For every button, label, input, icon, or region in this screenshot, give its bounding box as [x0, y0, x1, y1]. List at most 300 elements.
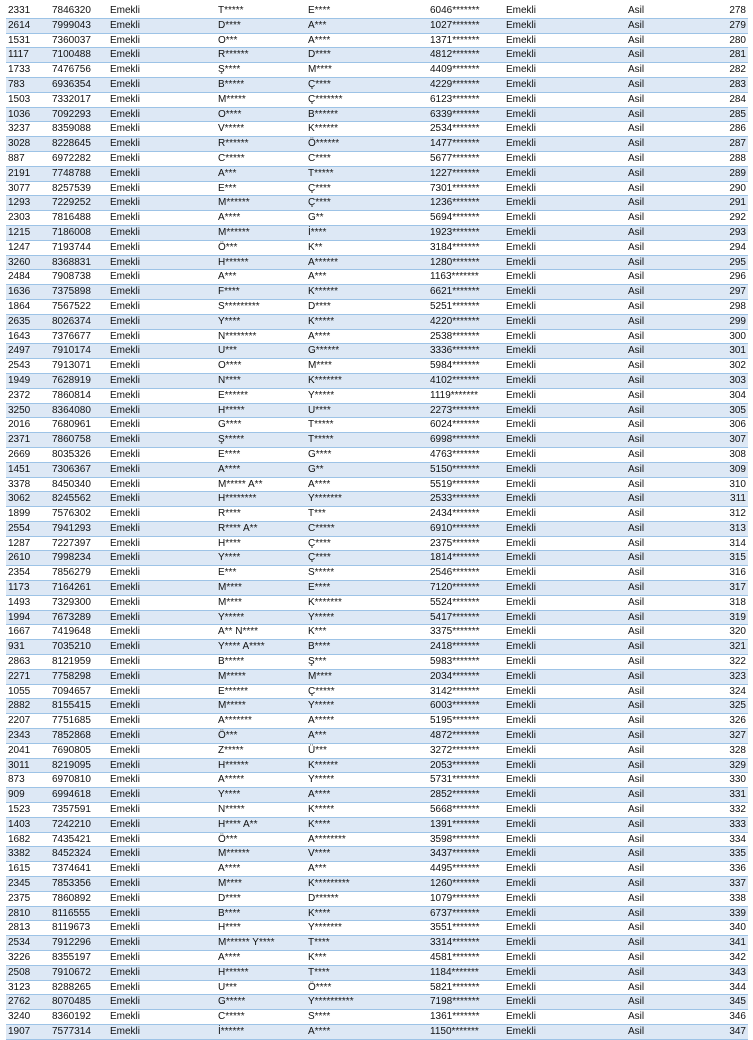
category-cell: Emekli [504, 507, 626, 522]
data-table [6, 4, 748, 1040]
first-name-cell: A***** [216, 773, 306, 788]
last-name-cell: T***** [306, 433, 428, 448]
table-row [6, 699, 748, 714]
id-cell: 3378 [6, 477, 50, 492]
row-number-cell: 345 [706, 995, 748, 1010]
id-cell: 1615 [6, 862, 50, 877]
id-cell: 2669 [6, 447, 50, 462]
last-name-cell: K***** [306, 803, 428, 818]
last-name-cell: G** [306, 211, 428, 226]
last-name-cell: K** [306, 240, 428, 255]
first-name-cell: A******* [216, 714, 306, 729]
last-name-cell: Y***** [306, 699, 428, 714]
code-cell: 7680961 [50, 418, 108, 433]
code-cell: 7376677 [50, 329, 108, 344]
category-cell: Emekli [504, 729, 626, 744]
status-cell: Emekli [108, 595, 216, 610]
category-cell: Emekli [504, 240, 626, 255]
table-row [6, 122, 748, 137]
table-row [6, 729, 748, 744]
first-name-cell: A*** [216, 166, 306, 181]
table-row [6, 773, 748, 788]
type-cell: Asil [626, 566, 706, 581]
category-cell: Emekli [504, 122, 626, 137]
code-cell: 7673289 [50, 610, 108, 625]
table-row [6, 536, 748, 551]
id-cell: 3011 [6, 758, 50, 773]
id-cell: 2343 [6, 729, 50, 744]
table-row [6, 151, 748, 166]
row-number-cell: 314 [706, 536, 748, 551]
status-cell: Emekli [108, 877, 216, 892]
type-cell: Asil [626, 655, 706, 670]
category-cell: Emekli [504, 980, 626, 995]
table-row [6, 447, 748, 462]
first-name-cell: S********* [216, 299, 306, 314]
first-name-cell: E*** [216, 566, 306, 581]
type-cell: Asil [626, 788, 706, 803]
category-cell: Emekli [504, 521, 626, 536]
first-name-cell: T***** [216, 4, 306, 18]
last-name-cell: T***** [306, 166, 428, 181]
table-row [6, 1010, 748, 1025]
first-name-cell: A** N**** [216, 625, 306, 640]
id-cell: 2271 [6, 669, 50, 684]
first-name-cell: O**** [216, 359, 306, 374]
category-cell: Emekli [504, 492, 626, 507]
type-cell: Asil [626, 906, 706, 921]
category-cell: Emekli [504, 758, 626, 773]
category-cell: Emekli [504, 610, 626, 625]
status-cell: Emekli [108, 447, 216, 462]
row-number-cell: 325 [706, 699, 748, 714]
row-number-cell: 332 [706, 803, 748, 818]
category-cell: Emekli [504, 1024, 626, 1039]
table-row [6, 388, 748, 403]
category-cell: Emekli [504, 447, 626, 462]
category-cell: Emekli [504, 373, 626, 388]
status-cell: Emekli [108, 403, 216, 418]
code-cell: 8035326 [50, 447, 108, 462]
first-name-cell: R**** A** [216, 521, 306, 536]
first-name-cell: Ö*** [216, 729, 306, 744]
table-row [6, 299, 748, 314]
id-cell: 2331 [6, 4, 50, 18]
category-cell: Emekli [504, 77, 626, 92]
row-number-cell: 297 [706, 285, 748, 300]
first-name-cell: U*** [216, 344, 306, 359]
masked-number-cell: 1184******* [428, 965, 504, 980]
row-number-cell: 290 [706, 181, 748, 196]
first-name-cell: M****** [216, 847, 306, 862]
masked-number-cell: 1361******* [428, 1010, 504, 1025]
code-cell: 7860758 [50, 433, 108, 448]
type-cell: Asil [626, 270, 706, 285]
masked-number-cell: 2852******* [428, 788, 504, 803]
row-number-cell: 312 [706, 507, 748, 522]
first-name-cell: G***** [216, 995, 306, 1010]
type-cell: Asil [626, 936, 706, 951]
row-number-cell: 338 [706, 891, 748, 906]
first-name-cell: C***** [216, 151, 306, 166]
last-name-cell: K***** [306, 314, 428, 329]
first-name-cell: N**** [216, 373, 306, 388]
id-cell: 2372 [6, 388, 50, 403]
type-cell: Asil [626, 299, 706, 314]
row-number-cell: 335 [706, 847, 748, 862]
id-cell: 1949 [6, 373, 50, 388]
table-row [6, 758, 748, 773]
status-cell: Emekli [108, 847, 216, 862]
code-cell: 7094657 [50, 684, 108, 699]
row-number-cell: 343 [706, 965, 748, 980]
type-cell: Asil [626, 329, 706, 344]
id-cell: 2191 [6, 166, 50, 181]
table-row [6, 48, 748, 63]
table-row [6, 951, 748, 966]
category-cell: Emekli [504, 181, 626, 196]
id-cell: 2882 [6, 699, 50, 714]
table-row [6, 551, 748, 566]
table-row [6, 714, 748, 729]
id-cell: 2345 [6, 877, 50, 892]
status-cell: Emekli [108, 270, 216, 285]
last-name-cell: V**** [306, 847, 428, 862]
code-cell: 7092293 [50, 107, 108, 122]
type-cell: Asil [626, 433, 706, 448]
status-cell: Emekli [108, 492, 216, 507]
code-cell: 7306367 [50, 462, 108, 477]
last-name-cell: D**** [306, 299, 428, 314]
table-row [6, 18, 748, 33]
id-cell: 1667 [6, 625, 50, 640]
id-cell: 2635 [6, 314, 50, 329]
first-name-cell: M***** [216, 92, 306, 107]
category-cell: Emekli [504, 906, 626, 921]
type-cell: Asil [626, 92, 706, 107]
code-cell: 7375898 [50, 285, 108, 300]
id-cell: 1682 [6, 832, 50, 847]
row-number-cell: 336 [706, 862, 748, 877]
masked-number-cell: 2534******* [428, 122, 504, 137]
status-cell: Emekli [108, 995, 216, 1010]
code-cell: 7908738 [50, 270, 108, 285]
status-cell: Emekli [108, 196, 216, 211]
table-row [6, 640, 748, 655]
code-cell: 8359088 [50, 122, 108, 137]
masked-number-cell: 1079******* [428, 891, 504, 906]
row-number-cell: 287 [706, 137, 748, 152]
status-cell: Emekli [108, 655, 216, 670]
row-number-cell: 285 [706, 107, 748, 122]
table-row [6, 936, 748, 951]
last-name-cell: K*** [306, 951, 428, 966]
first-name-cell: A**** [216, 211, 306, 226]
last-name-cell: Ç**** [306, 181, 428, 196]
first-name-cell: M**** [216, 581, 306, 596]
last-name-cell: A***** [306, 714, 428, 729]
type-cell: Asil [626, 803, 706, 818]
masked-number-cell: 2546******* [428, 566, 504, 581]
last-name-cell: M**** [306, 359, 428, 374]
type-cell: Asil [626, 521, 706, 536]
status-cell: Emekli [108, 462, 216, 477]
status-cell: Emekli [108, 151, 216, 166]
type-cell: Asil [626, 137, 706, 152]
type-cell: Asil [626, 33, 706, 48]
id-cell: 3062 [6, 492, 50, 507]
type-cell: Asil [626, 166, 706, 181]
type-cell: Asil [626, 743, 706, 758]
id-cell: 1287 [6, 536, 50, 551]
masked-number-cell: 5150******* [428, 462, 504, 477]
table-row [6, 403, 748, 418]
category-cell: Emekli [504, 359, 626, 374]
row-number-cell: 344 [706, 980, 748, 995]
table-row [6, 344, 748, 359]
first-name-cell: Ö*** [216, 240, 306, 255]
category-cell: Emekli [504, 344, 626, 359]
id-cell: 1994 [6, 610, 50, 625]
masked-number-cell: 5983******* [428, 655, 504, 670]
table-row [6, 906, 748, 921]
code-cell: 7419648 [50, 625, 108, 640]
type-cell: Asil [626, 536, 706, 551]
code-cell: 7852868 [50, 729, 108, 744]
first-name-cell: H******** [216, 492, 306, 507]
code-cell: 7576302 [50, 507, 108, 522]
row-number-cell: 318 [706, 595, 748, 610]
id-cell: 2554 [6, 521, 50, 536]
masked-number-cell: 2034******* [428, 669, 504, 684]
id-cell: 1293 [6, 196, 50, 211]
status-cell: Emekli [108, 803, 216, 818]
table-row [6, 285, 748, 300]
table-row [6, 166, 748, 181]
category-cell: Emekli [504, 936, 626, 951]
category-cell: Emekli [504, 196, 626, 211]
row-number-cell: 278 [706, 4, 748, 18]
status-cell: Emekli [108, 536, 216, 551]
masked-number-cell: 4812******* [428, 48, 504, 63]
id-cell: 909 [6, 788, 50, 803]
id-cell: 1523 [6, 803, 50, 818]
status-cell: Emekli [108, 18, 216, 33]
code-cell: 6936354 [50, 77, 108, 92]
code-cell: 8026374 [50, 314, 108, 329]
table-row [6, 521, 748, 536]
status-cell: Emekli [108, 684, 216, 699]
row-number-cell: 280 [706, 33, 748, 48]
code-cell: 7913071 [50, 359, 108, 374]
category-cell: Emekli [504, 951, 626, 966]
table-row [6, 862, 748, 877]
type-cell: Asil [626, 63, 706, 78]
status-cell: Emekli [108, 817, 216, 832]
category-cell: Emekli [504, 921, 626, 936]
row-number-cell: 313 [706, 521, 748, 536]
masked-number-cell: 4763******* [428, 447, 504, 462]
code-cell: 8360192 [50, 1010, 108, 1025]
status-cell: Emekli [108, 699, 216, 714]
category-cell: Emekli [504, 655, 626, 670]
row-number-cell: 299 [706, 314, 748, 329]
category-cell: Emekli [504, 1010, 626, 1025]
status-cell: Emekli [108, 477, 216, 492]
masked-number-cell: 6003******* [428, 699, 504, 714]
status-cell: Emekli [108, 92, 216, 107]
first-name-cell: Y**** [216, 551, 306, 566]
table-row [6, 995, 748, 1010]
row-number-cell: 307 [706, 433, 748, 448]
masked-number-cell: 6024******* [428, 418, 504, 433]
last-name-cell: Y***** [306, 610, 428, 625]
masked-number-cell: 7198******* [428, 995, 504, 1010]
id-cell: 1864 [6, 299, 50, 314]
type-cell: Asil [626, 551, 706, 566]
masked-number-cell: 5694******* [428, 211, 504, 226]
masked-number-cell: 3437******* [428, 847, 504, 862]
type-cell: Asil [626, 211, 706, 226]
masked-number-cell: 4220******* [428, 314, 504, 329]
masked-number-cell: 2053******* [428, 758, 504, 773]
id-cell: 2534 [6, 936, 50, 951]
type-cell: Asil [626, 122, 706, 137]
table-row [6, 359, 748, 374]
type-cell: Asil [626, 773, 706, 788]
category-cell: Emekli [504, 151, 626, 166]
first-name-cell: H***** [216, 403, 306, 418]
code-cell: 7329300 [50, 595, 108, 610]
category-cell: Emekli [504, 388, 626, 403]
code-cell: 7853356 [50, 877, 108, 892]
last-name-cell: A**** [306, 1024, 428, 1039]
first-name-cell: M***** [216, 669, 306, 684]
type-cell: Asil [626, 625, 706, 640]
type-cell: Asil [626, 980, 706, 995]
first-name-cell: R**** [216, 507, 306, 522]
table-row [6, 803, 748, 818]
last-name-cell: U**** [306, 403, 428, 418]
table-row [6, 743, 748, 758]
category-cell: Emekli [504, 536, 626, 551]
id-cell: 2303 [6, 211, 50, 226]
code-cell: 7186008 [50, 225, 108, 240]
code-cell: 7164261 [50, 581, 108, 596]
row-number-cell: 334 [706, 832, 748, 847]
table-row [6, 240, 748, 255]
row-number-cell: 309 [706, 462, 748, 477]
status-cell: Emekli [108, 906, 216, 921]
id-cell: 3250 [6, 403, 50, 418]
table-row [6, 196, 748, 211]
id-cell: 1493 [6, 595, 50, 610]
status-cell: Emekli [108, 566, 216, 581]
type-cell: Asil [626, 965, 706, 980]
code-cell: 7332017 [50, 92, 108, 107]
first-name-cell: E****** [216, 388, 306, 403]
code-cell: 7751685 [50, 714, 108, 729]
last-name-cell: D****** [306, 891, 428, 906]
table-row [6, 788, 748, 803]
status-cell: Emekli [108, 314, 216, 329]
first-name-cell: B***** [216, 655, 306, 670]
first-name-cell: D**** [216, 18, 306, 33]
last-name-cell: A*** [306, 18, 428, 33]
row-number-cell: 300 [706, 329, 748, 344]
masked-number-cell: 1391******* [428, 817, 504, 832]
id-cell: 1403 [6, 817, 50, 832]
first-name-cell: A**** [216, 862, 306, 877]
category-cell: Emekli [504, 329, 626, 344]
last-name-cell: M**** [306, 63, 428, 78]
type-cell: Asil [626, 462, 706, 477]
table-row [6, 921, 748, 936]
type-cell: Asil [626, 477, 706, 492]
masked-number-cell: 5668******* [428, 803, 504, 818]
type-cell: Asil [626, 4, 706, 18]
row-number-cell: 283 [706, 77, 748, 92]
last-name-cell: K******* [306, 373, 428, 388]
masked-number-cell: 1371******* [428, 33, 504, 48]
code-cell: 7193744 [50, 240, 108, 255]
type-cell: Asil [626, 610, 706, 625]
code-cell: 8119673 [50, 921, 108, 936]
status-cell: Emekli [108, 862, 216, 877]
masked-number-cell: 4872******* [428, 729, 504, 744]
code-cell: 7690805 [50, 743, 108, 758]
row-number-cell: 303 [706, 373, 748, 388]
table-row [6, 817, 748, 832]
id-cell: 1531 [6, 33, 50, 48]
last-name-cell: Ö****** [306, 137, 428, 152]
last-name-cell: Y******* [306, 492, 428, 507]
type-cell: Asil [626, 699, 706, 714]
masked-number-cell: 3184******* [428, 240, 504, 255]
masked-number-cell: 6339******* [428, 107, 504, 122]
code-cell: 7941293 [50, 521, 108, 536]
type-cell: Asil [626, 344, 706, 359]
last-name-cell: K****** [306, 122, 428, 137]
code-cell: 7846320 [50, 4, 108, 18]
row-number-cell: 302 [706, 359, 748, 374]
status-cell: Emekli [108, 521, 216, 536]
status-cell: Emekli [108, 743, 216, 758]
row-number-cell: 294 [706, 240, 748, 255]
first-name-cell: E**** [216, 447, 306, 462]
status-cell: Emekli [108, 166, 216, 181]
id-cell: 2863 [6, 655, 50, 670]
first-name-cell: F**** [216, 285, 306, 300]
id-cell: 3123 [6, 980, 50, 995]
type-cell: Asil [626, 388, 706, 403]
status-cell: Emekli [108, 240, 216, 255]
row-number-cell: 317 [706, 581, 748, 596]
table-row [6, 477, 748, 492]
table-row [6, 980, 748, 995]
last-name-cell: A*** [306, 270, 428, 285]
status-cell: Emekli [108, 388, 216, 403]
table-row [6, 270, 748, 285]
masked-number-cell: 5195******* [428, 714, 504, 729]
type-cell: Asil [626, 758, 706, 773]
masked-number-cell: 5731******* [428, 773, 504, 788]
table-row [6, 137, 748, 152]
first-name-cell: N***** [216, 803, 306, 818]
table-row [6, 418, 748, 433]
id-cell: 2543 [6, 359, 50, 374]
code-cell: 7035210 [50, 640, 108, 655]
